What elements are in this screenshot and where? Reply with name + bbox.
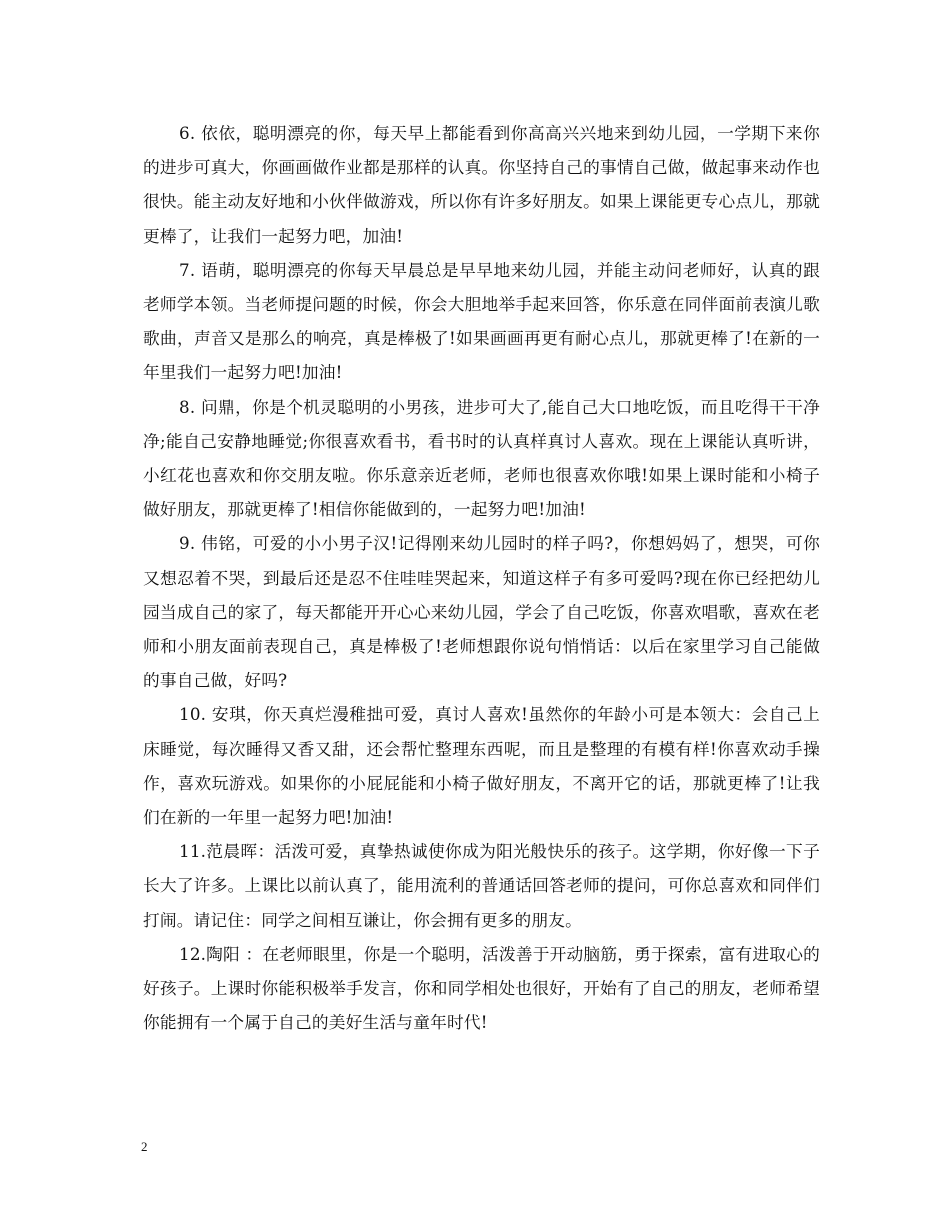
paragraph-8: 8. 问鼎，你是个机灵聪明的小男孩，进步可大了,能自己大口地吃饭，而且吃得干干净净;能自己安静地睡觉;你很喜欢看书，看书时的认真样真讨人喜欢。现在上课能认真听讲，小红花也喜欢和你交朋友啦。你乐意亲近老师，老师也很喜欢你哦!如果上课时能和小椅子做好朋友，那就更棒了!相信你能做到的，一起努力吧!加油! bbox=[143, 396, 820, 520]
paragraph-9: 9. 伟铭，可爱的小小男子汉!记得刚来幼儿园时的样子吗?，你想妈妈了，想哭，可你又想忍着不哭，到最后还是忍不住哇哇哭起来，知道这样子有多可爱吗?现在你已经把幼儿园当成自己的家了，每天都能开开心心来幼儿园，学会了自己吃饭，你喜欢唱歌，喜欢在老师和小朋友面前表现自己，真是棒极了!老师想跟你说句悄悄话：以后在家里学习自己能做的事自己做，好吗? bbox=[143, 533, 820, 691]
paragraph-12: 12.陶阳 ：在老师眼里，你是一个聪明，活泼善于开动脑筋，勇于探索，富有进取心的好孩子。上课时你能积极举手发言，你和同学相处也很好，开始有了自己的朋友，老师希望你能拥有一个属于自己的美好生活与童年时代! bbox=[143, 943, 820, 1033]
paragraph-10: 10. 安琪，你天真烂漫稚拙可爱，真讨人喜欢!虽然你的年龄小可是本领大：会自己上床睡觉，每次睡得又香又甜，还会帮忙整理东西呢，而且是整理的有模有样!你喜欢动手操作，喜欢玩游戏。如果你的小屁屁能和小椅子做好朋友，不离开它的话，那就更棒了!让我们在新的一年里一起努力吧!加油! bbox=[143, 704, 820, 828]
page-number: 2 bbox=[141, 1139, 148, 1154]
paragraph-11: 11.范晨晖：活泼可爱，真挚热诚使你成为阳光般快乐的孩子。这学期，你好像一下子长大了许多。上课比以前认真了，能用流利的普通话回答老师的提问，可你总喜欢和同伴们打闹。请记住：同学之间相互谦让，你会拥有更多的朋友。 bbox=[143, 841, 820, 930]
paragraph-7: 7. 语萌，聪明漂亮的你每天早晨总是早早地来幼儿园，并能主动问老师好，认真的跟老师学本领。当老师提问题的时候，你会大胆地举手起来回答，你乐意在同伴面前表演儿歌歌曲，声音又是那么的响亮，真是棒极了!如果画画再更有耐心点儿，那就更棒了!在新的一年里我们一起努力吧!加油! bbox=[143, 259, 820, 383]
paragraph-6: 6. 依依，聪明漂亮的你，每天早上都能看到你高高兴兴地来到幼儿园，一学期下来你的进步可真大，你画画做作业都是那样的认真。你坚持自己的事情自己做，做起事来动作也很快。能主动友好地和小伙伴做游戏，所以你有许多好朋友。如果上课能更专心点儿，那就更棒了，让我们一起努力吧，加油! bbox=[143, 123, 820, 246]
document-body bbox=[143, 116, 820, 1039]
